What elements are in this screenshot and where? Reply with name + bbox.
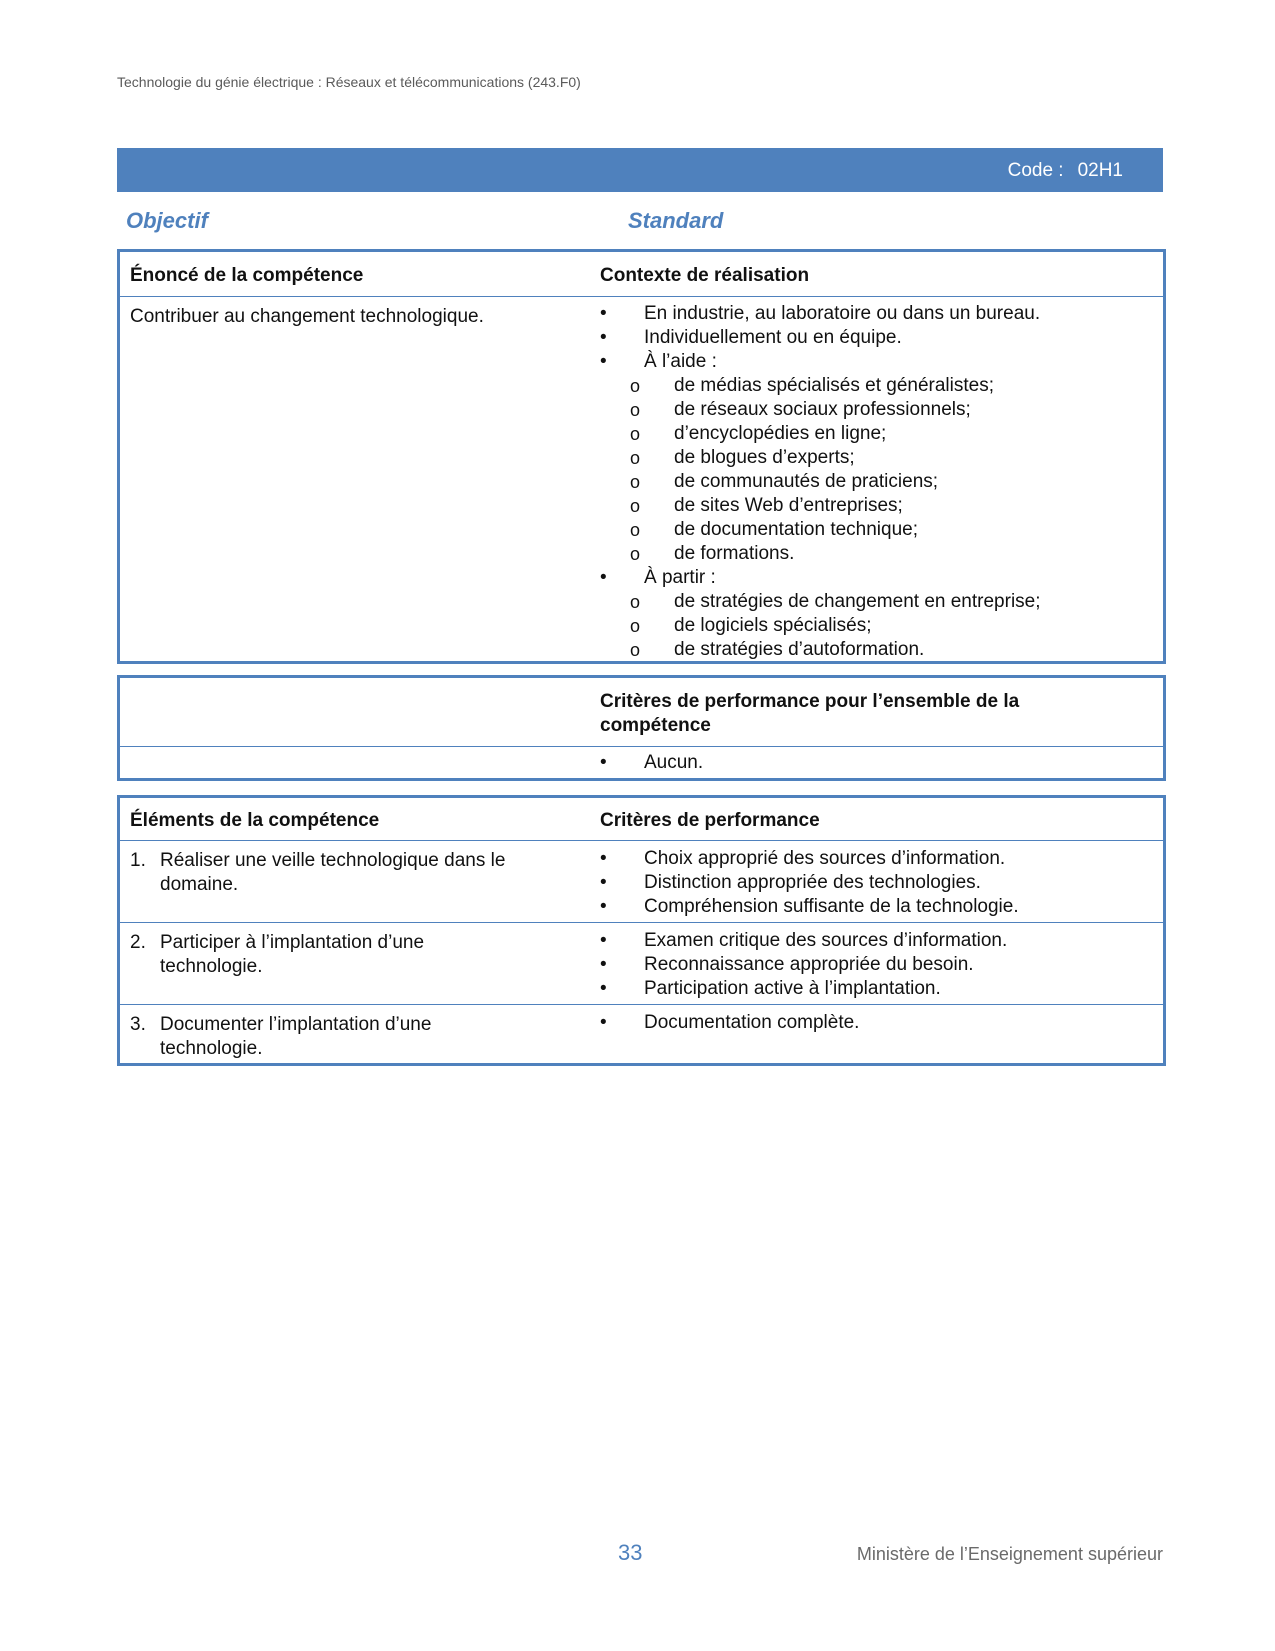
code-label: Code :	[1007, 160, 1064, 181]
element-text: Participer à l’implantation d’une technologie.	[160, 932, 425, 977]
code-banner	[117, 148, 1163, 192]
elements-header: Éléments de la compétence	[130, 810, 380, 831]
element-number: 3.	[130, 1014, 146, 1035]
context-subitem: o de logiciels spécialisés;	[630, 614, 1153, 638]
criteria-header: Critères de performance	[600, 810, 820, 831]
ministry-footer: Ministère de l’Enseignement supérieur	[856, 1544, 1163, 1564]
element-row-2	[120, 922, 1163, 1004]
context-list	[600, 302, 1153, 662]
competency-statement: Contribuer au changement technologique.	[130, 306, 484, 327]
global-criteria-list-wrap	[600, 751, 1153, 775]
context-header: Contexte de réalisation	[600, 265, 810, 286]
context-item	[600, 326, 1153, 350]
standard-label: Standard	[628, 208, 724, 233]
element-row-1	[120, 840, 1163, 922]
element-number: 2.	[130, 932, 146, 953]
criterion-item: • Reconnaissance appropriée du besoin.	[600, 953, 1153, 977]
context-item-text: À l’aide :	[644, 351, 717, 372]
elements-box	[117, 795, 1166, 1066]
context-subitem: o de stratégies d’autoformation.	[630, 638, 1153, 662]
context-item	[600, 350, 1153, 566]
context-subitem: o de documentation technique;	[630, 518, 1153, 542]
criteria-list-3	[600, 1011, 1153, 1035]
criteria-list-1	[600, 847, 1153, 919]
global-criteria-box	[117, 675, 1166, 781]
context-subitem: o de sites Web d’entreprises;	[630, 494, 1153, 518]
element-3	[130, 1013, 500, 1061]
criterion-item: • Examen critique des sources d’information.	[600, 929, 1153, 953]
statement-header: Énoncé de la compétence	[130, 265, 364, 286]
code-value: 02H1	[1077, 160, 1123, 181]
running-header: Technologie du génie électrique : Réseaux et télécommunications (243.F0)	[117, 74, 581, 90]
context-subitem: o de médias spécialisés et généralistes;	[630, 374, 1153, 398]
context-subitem: o de stratégies de changement en entreprise;	[630, 590, 1153, 614]
context-subitem: o de blogues d’experts;	[630, 446, 1153, 470]
competency-statement-box	[117, 249, 1166, 664]
context-sublist	[644, 374, 1153, 566]
context-list-wrap	[600, 302, 1153, 662]
objectif-label: Objectif	[126, 208, 208, 233]
context-subitem: o de formations.	[630, 542, 1153, 566]
context-subitem: o de communautés de praticiens;	[630, 470, 1153, 494]
context-subitem: o d’encyclopédies en ligne;	[630, 422, 1153, 446]
criterion-item: • Distinction appropriée des technologies.	[600, 871, 1153, 895]
context-item	[600, 566, 1153, 662]
context-item-text: Individuellement ou en équipe.	[644, 327, 902, 348]
criteria-list-2	[600, 929, 1153, 1001]
global-criteria-item: • Aucun.	[600, 751, 1153, 775]
course-code	[1008, 160, 1123, 182]
context-subitem: o de réseaux sociaux professionnels;	[630, 398, 1153, 422]
elements-header-row	[120, 798, 1163, 840]
competency-header-row	[120, 252, 1163, 296]
context-item-text: En industrie, au laboratoire ou dans un bureau.	[644, 303, 1041, 324]
global-criteria-header: Critères de performance pour l’ensemble de la compétence	[600, 691, 1020, 736]
element-text: Réaliser une veille technologique dans le domaine.	[160, 850, 506, 895]
context-sublist	[644, 590, 1153, 662]
element-row-3	[120, 1004, 1163, 1063]
global-criteria-body-row	[120, 746, 1163, 778]
page-number: 33	[618, 1540, 643, 1565]
global-criteria-list	[600, 751, 1153, 775]
global-criteria-header-row	[120, 678, 1163, 746]
element-1	[130, 849, 570, 897]
criterion-item: • Documentation complète.	[600, 1011, 1153, 1035]
competency-body-row	[120, 296, 1163, 661]
context-item-text: À partir :	[644, 567, 716, 588]
criterion-item: • Choix approprié des sources d’information.	[600, 847, 1153, 871]
element-number: 1.	[130, 850, 146, 871]
context-item	[600, 302, 1153, 326]
criteria-1-wrap	[600, 847, 1153, 919]
criteria-2-wrap	[600, 929, 1153, 1001]
criteria-3-wrap	[600, 1011, 1153, 1035]
criterion-item: • Participation active à l’implantation.	[600, 977, 1153, 1001]
element-text: Documenter l’implantation d’une technologie.	[160, 1014, 432, 1059]
element-2	[130, 931, 480, 979]
criterion-item: • Compréhension suffisante de la technologie.	[600, 895, 1153, 919]
